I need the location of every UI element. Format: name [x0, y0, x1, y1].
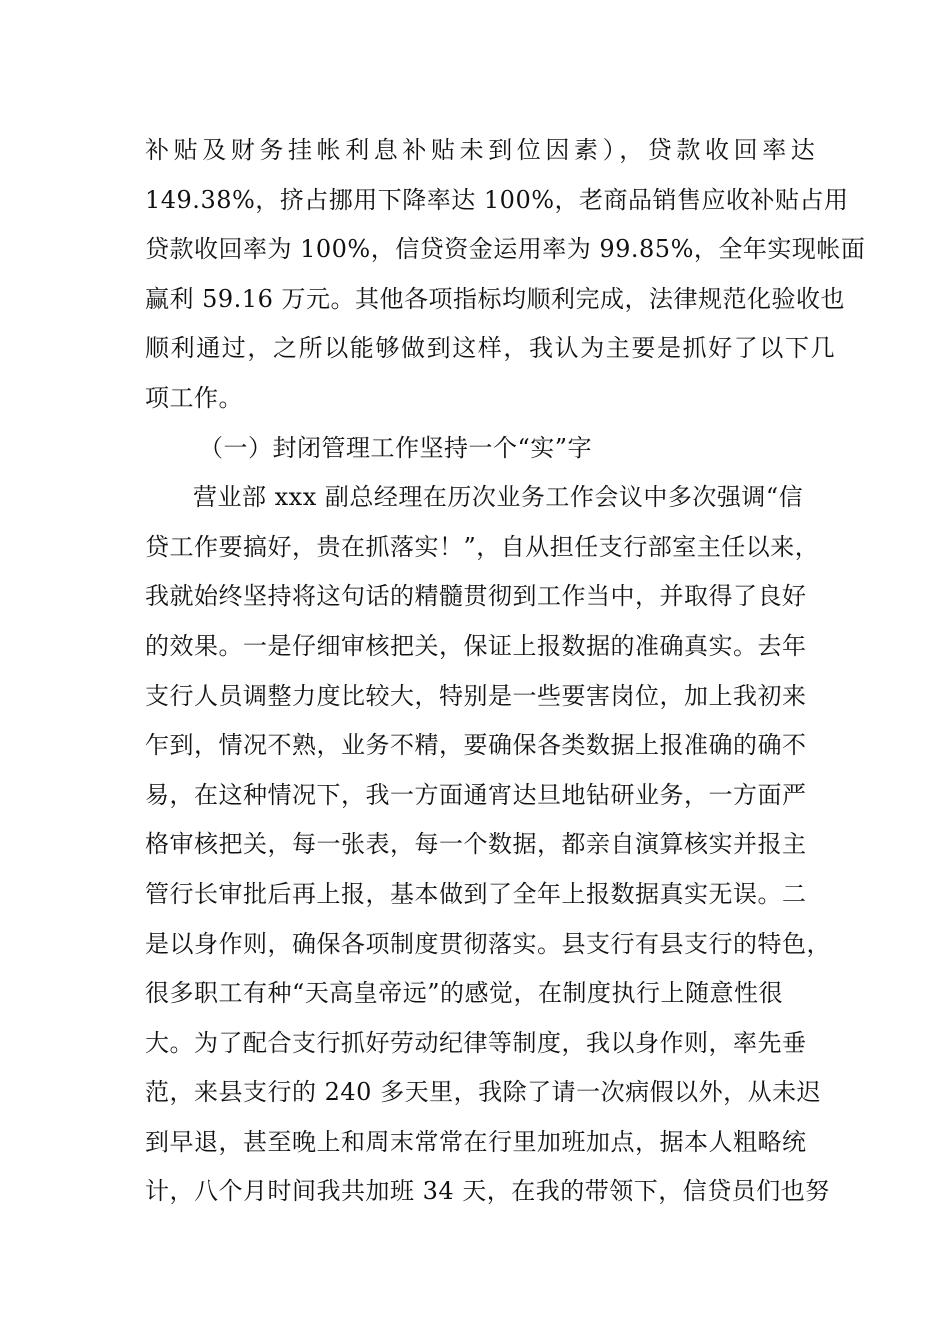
- text-line: 计，八个月时间我共加班 34 天，在我的带领下，信贷员们也努: [145, 1177, 830, 1206]
- text-line: 很多职工有种“天高皇帝远”的感觉，在制度执行上随意性很: [145, 979, 784, 1008]
- text-line: 的效果。一是仔细审核把关，保证上报数据的准确真实。去年: [145, 631, 807, 660]
- text-line: 是以身作则，确保各项制度贯彻落实。县支行有县支行的特色，: [145, 929, 831, 958]
- paragraph-first-line: 营业部 xxx 副总经理在历次业务工作会议中多次强调“信: [193, 483, 804, 512]
- text-line: 大。为了配合支行抓好劳动纪律等制度，我以身作则，率先垂: [145, 1028, 807, 1057]
- text-line: 我就始终坚持将这句话的精髓贯彻到工作当中，并取得了良好: [145, 582, 807, 611]
- text-line: 贷款收回率为 100%，信贷资金运用率为 99.85%，全年实现帐面: [145, 235, 866, 264]
- text-line: 赢利 59.16 万元。其他各项指标均顺利完成，法律规范化验收也: [145, 284, 845, 313]
- text-line: 顺利通过，之所以能够做到这样，我认为主要是抓好了以下几: [145, 334, 837, 363]
- section-heading: （一）封闭管理工作坚持一个“实”字: [199, 433, 593, 462]
- document-body: [145, 126, 866, 1217]
- text-line: 补贴及财务挂帐利息补贴未到位因素），贷款收回率达: [145, 136, 820, 164]
- text-line: 管行长审批后再上报，基本做到了全年上报数据真实无误。二: [145, 879, 807, 908]
- text-line: 范，来县支行的 240 多天里，我除了请一次病假以外，从未迟: [145, 1078, 822, 1107]
- text-line: 支行人员调整力度比较大，特别是一些要害岗位，加上我初来: [145, 681, 807, 710]
- text-line: 乍到，情况不熟，业务不精，要确保各类数据上报准确的确不: [145, 731, 807, 760]
- text-line: 易，在这种情况下，我一方面通宵达旦地钻研业务，一方面严: [145, 780, 807, 809]
- text-line: 项工作。: [145, 383, 243, 412]
- text-line: 贷工作要搞好，贵在抓落实！”，自从担任支行部室主任以来，: [145, 532, 820, 561]
- text-line: 149.38%，挤占挪用下降率达 100%，老商品销售应收补贴占用: [145, 185, 849, 214]
- text-line: 到早退，甚至晚上和周末常常在行里加班加点，据本人粗略统: [145, 1127, 807, 1156]
- text-line: 格审核把关，每一张表，每一个数据，都亲自演算核实并报主: [145, 830, 807, 859]
